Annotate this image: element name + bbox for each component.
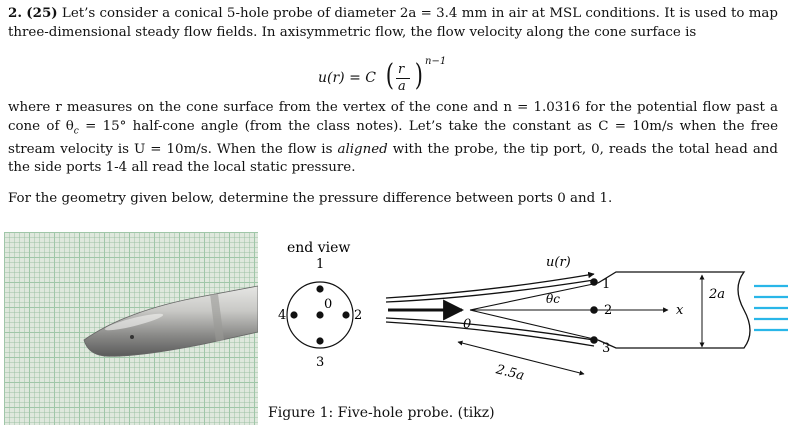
probe-image: [4, 232, 258, 425]
side-port-3-label: 3: [602, 341, 611, 356]
port-0-label: 0: [324, 297, 333, 312]
probe-photo: [4, 232, 258, 425]
left-paren: (: [385, 58, 394, 93]
port-2-dot: [342, 311, 349, 318]
problem-number: 2.: [8, 5, 22, 21]
problem-body: [8, 99, 778, 178]
port-2-label: 2: [354, 308, 363, 323]
aligned-word: aligned: [337, 141, 388, 157]
problem-question: For the geometry given below, determine the pressure difference between ports 0 and 1.: [8, 191, 613, 206]
right-paren: ): [414, 58, 423, 93]
port-3-dot: [316, 337, 323, 344]
equation-numerator: r: [398, 62, 405, 77]
length-label: 2.5a: [494, 362, 526, 384]
port-1-label: 1: [316, 257, 325, 272]
side-port-2-label: 2: [604, 303, 613, 318]
port-4-dot: [290, 311, 297, 318]
problem-points: (25): [26, 5, 58, 21]
equation-lhs: u(r) = C: [318, 70, 376, 86]
velocity-equation: [318, 58, 478, 94]
port-3-label: 3: [316, 355, 325, 370]
equation-denominator: a: [398, 79, 406, 94]
body-text-b: = 15° half-cone angle (from the class notes). Let’s take the constant as C = 10m/s when the free stream velocity is U = 10m/s. When the flow is: [8, 118, 779, 157]
side-port-2-dot: [590, 306, 598, 314]
ray-port-1: [470, 283, 598, 310]
figure-caption: Figure 1: Five-hole probe. (tikz): [268, 405, 495, 421]
ray-port-3: [470, 310, 598, 340]
streamline-lower-2: [386, 318, 594, 340]
tubing-lines: [754, 286, 788, 330]
problem-intro: [8, 4, 778, 42]
x-label: x: [676, 303, 684, 318]
port-0-dot: [316, 311, 323, 318]
theta-subscript: c: [73, 126, 79, 137]
port-1-dot: [316, 285, 323, 292]
port-4-label: 4: [278, 308, 287, 323]
velocity-label: u(r): [546, 255, 571, 270]
side-port-3-dot: [590, 336, 598, 344]
body-text-a: where r measures on the cone surface from the vertex of the cone and n = 1.0316 for the potential flow past a cone of θ: [8, 100, 778, 134]
diameter-label: 2a: [709, 287, 726, 302]
probe-diagram: [258, 228, 788, 408]
side-port-1-dot: [590, 278, 598, 286]
vertex-label: 0: [463, 317, 472, 332]
equation-exponent: n−1: [425, 56, 447, 67]
end-view-label: end view: [287, 240, 351, 256]
problem-intro-text: Let’s consider a conical 5-hole probe of diameter 2a = 3.4 mm in air at MSL conditions. It is used to map three-dimensional steady flow fields. In axisymmetric flow, the flow velocity along the cone surface is: [8, 6, 778, 40]
side-port-1-label: 1: [602, 277, 611, 292]
streamline-upper-2: [386, 280, 594, 302]
body-text-c: with the probe, the tip port, 0, reads the total head and the side ports 1-4 all read the local static pressure.: [8, 141, 779, 176]
angle-label: θc: [546, 292, 560, 306]
